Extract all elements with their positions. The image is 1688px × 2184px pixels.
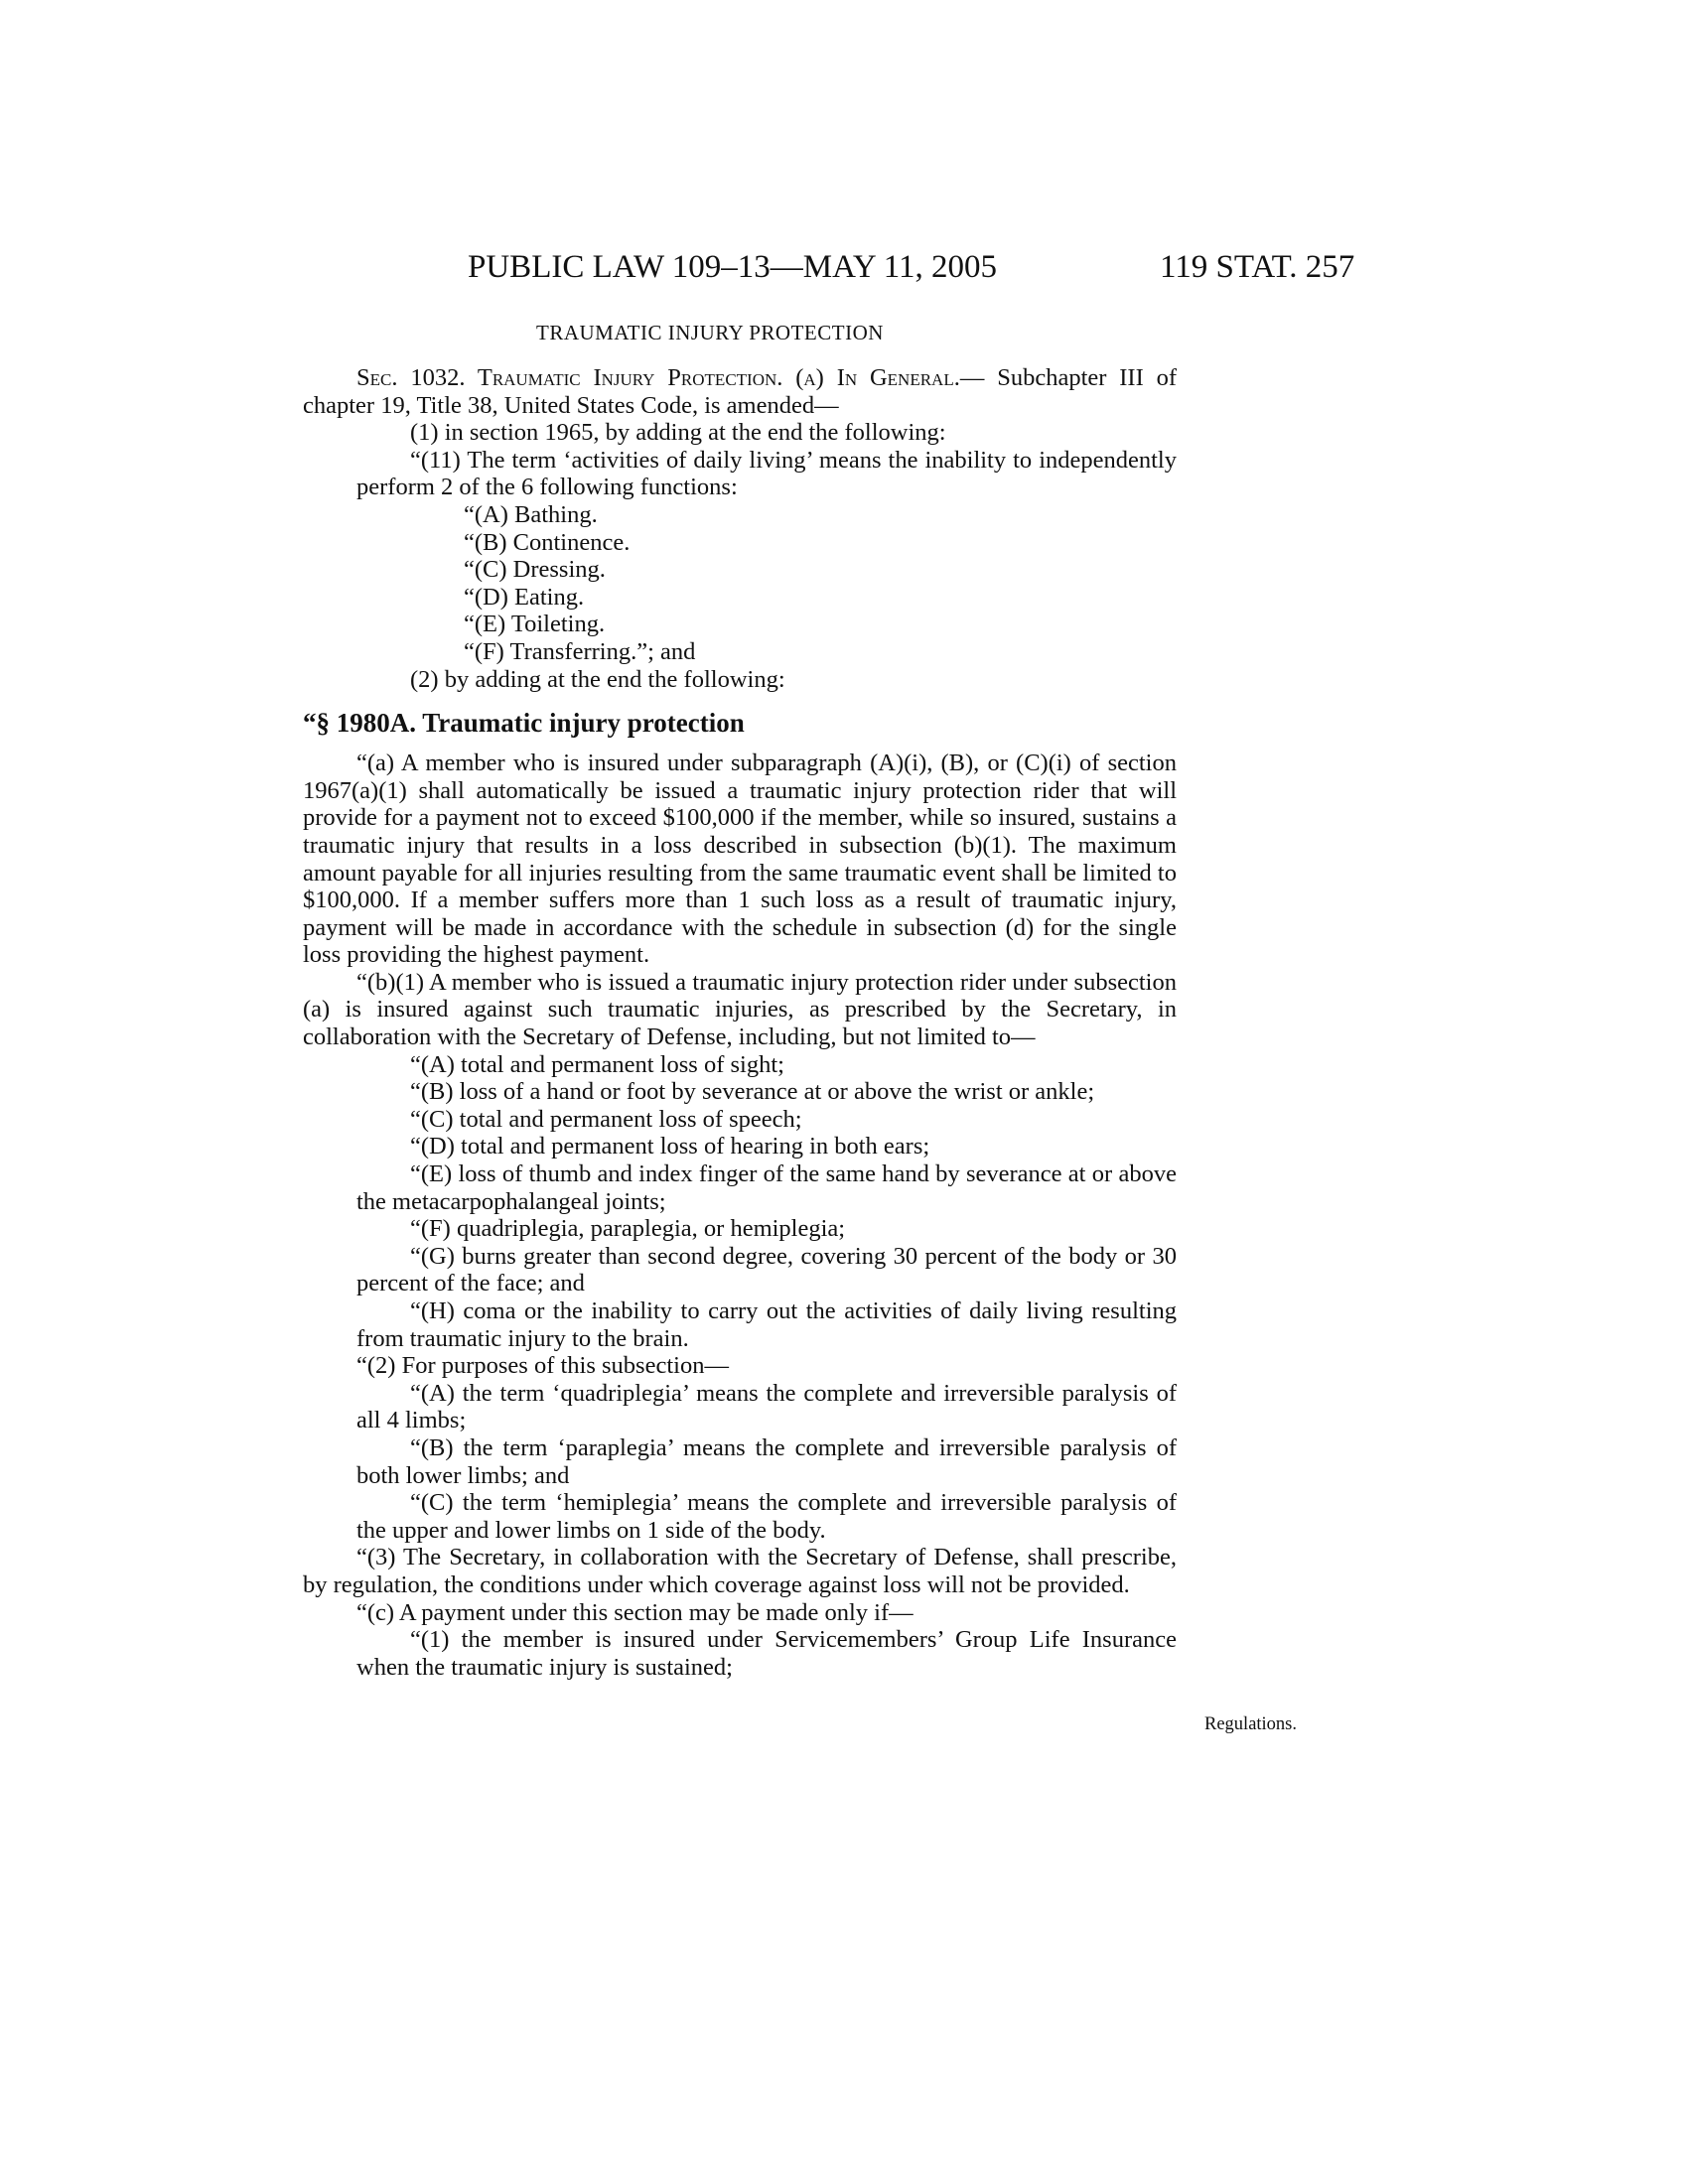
in-general-label: (a) In General.— [795,364,985,391]
section-heading: “§ 1980A. Traumatic injury protection [303,708,745,739]
function-item: “(A) Bathing. [464,500,598,528]
amendment-1: (1) in section 1965, by adding at the end the following: [410,419,946,447]
definition-item: “(B) the term ‘paraplegia’ means the complete and irreversible paralysis of both lower limbs; and [356,1433,1177,1489]
loss-item: “(H) coma or the inability to carry out the activities of daily living resulting from traumatic injury to the brain. [356,1297,1177,1352]
paragraph-c: “(c) A payment under this section may be made only if— [356,1598,914,1626]
paragraph-b2: “(2) For purposes of this subsection— [356,1352,729,1380]
section-label: Sec. 1032. Traumatic Injury Protection. [356,364,783,391]
intro-paragraph [303,364,1177,419]
function-item: “(E) Toileting. [464,611,606,638]
paragraph-c1: “(1) the member is insured under Servicemembers’ Group Life Insurance when the traumatic injury is sustained; [356,1626,1177,1681]
function-item: “(B) Continence. [464,528,631,556]
loss-item: “(G) burns greater than second degree, covering 30 percent of the body or 30 percent of the face; and [356,1242,1177,1297]
paragraph-b3: “(3) The Secretary, in collaboration with the Secretary of Defense, shall prescribe, by regulation, the conditions under which coverage against loss will not be provided. [303,1544,1177,1598]
intro-text: Subchapter III of chapter 19, Title 38, United States Code, is amended— [303,364,1177,419]
definition-item: “(C) the term ‘hemiplegia’ means the complete and irreversible paralysis of the upper and lower limbs on 1 side of the body. [356,1489,1177,1544]
loss-item: “(D) total and permanent loss of hearing in both ears; [410,1133,930,1160]
definition-item: “(A) the term ‘quadriplegia’ means the complete and irreversible paralysis of all 4 limbs; [356,1379,1177,1434]
function-item: “(F) Transferring.”; and [464,637,696,665]
loss-item: “(E) loss of thumb and index finger of the same hand by severance at or above the metacarpophalangeal joints; [356,1160,1177,1215]
stat-page-number: 119 STAT. 257 [1160,249,1355,285]
paragraph-a: “(a) A member who is insured under subparagraph (A)(i), (B), or (C)(i) of section 1967(a)(1) shall automatically be issued a traumatic injury protection rider that will provide for a payment not to exceed $100,000 if the member, while so insured, sustains a traumatic injury that results in a loss described in subsection (b)(1). The maximum amount payable for all injuries resulting from the same traumatic event shall be limited to $100,000. If a member suffers more than 1 such loss as a result of traumatic injury, payment will be made in accordance with the schedule in subsection (d) for the single loss providing the highest payment. [303,750,1177,969]
loss-item: “(F) quadriplegia, paraplegia, or hemiplegia; [410,1215,846,1243]
paragraph-b1: “(b)(1) A member who is issued a traumatic injury protection rider under subsection (a) is insured against such traumatic injuries, as prescribed by the Secretary, in collaboration with the Secretary of Defense, including, but not limited to— [303,968,1177,1051]
loss-item: “(C) total and permanent loss of speech; [410,1105,802,1133]
document-body [303,364,1177,1681]
function-item: “(C) Dressing. [464,556,606,584]
marginal-note: Regulations. [1204,1714,1298,1734]
loss-item: “(A) total and permanent loss of sight; [410,1050,784,1078]
loss-item: “(B) loss of a hand or foot by severance at or above the wrist or ankle; [410,1078,1095,1106]
section-caption: TRAUMATIC INJURY PROTECTION [536,321,884,344]
amendment-2: (2) by adding at the end the following: [410,665,785,693]
function-item: “(D) Eating. [464,583,585,611]
definition-11: “(11) The term ‘activities of daily living’ means the inability to independently perform 2 of the 6 following functions: [356,446,1177,501]
running-header-title: PUBLIC LAW 109–13—MAY 11, 2005 [468,249,998,285]
